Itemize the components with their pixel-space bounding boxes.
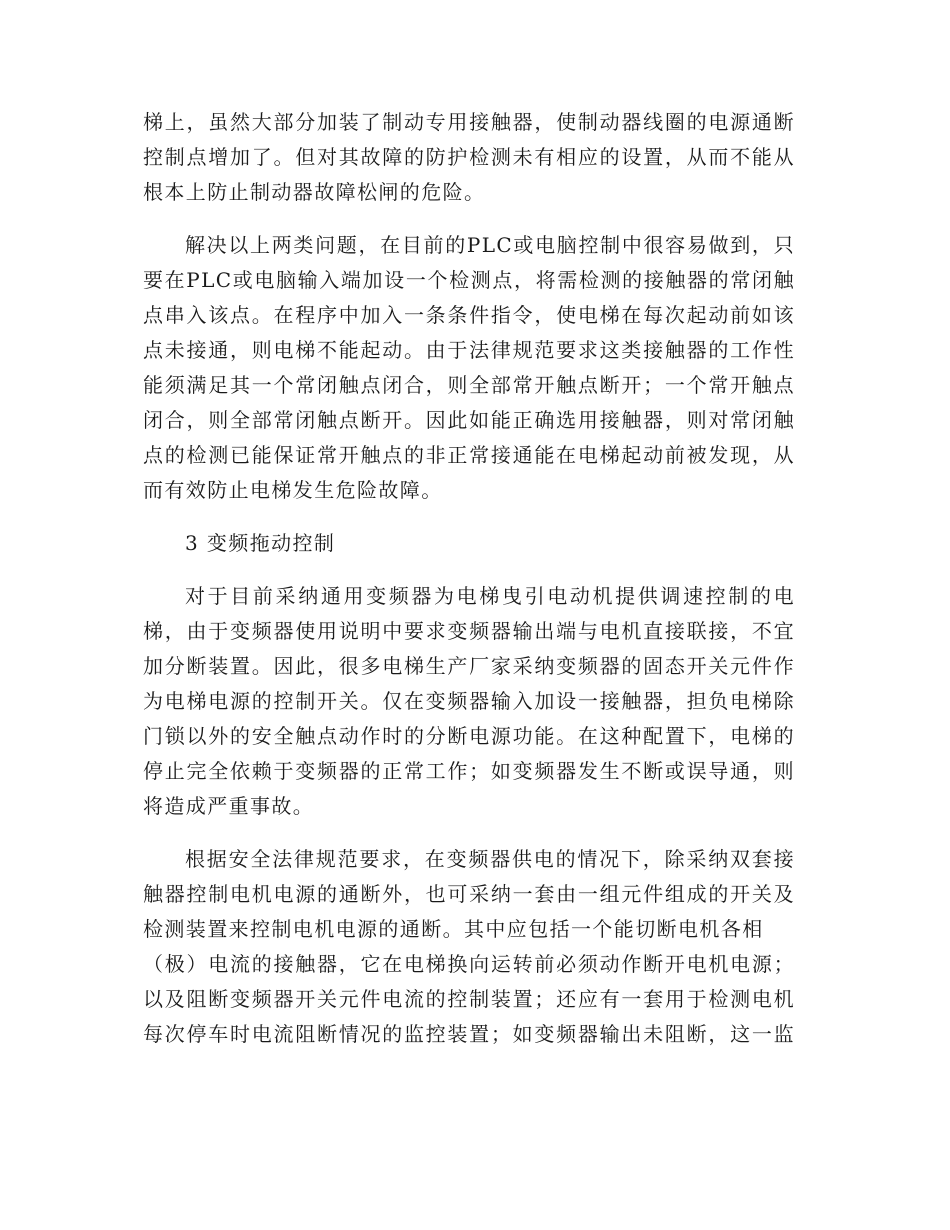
text-line: 梯，由于变频器使用说明中要求变频器输出端与电机直接联接，不宜 <box>143 619 795 643</box>
text-line: 停止完全依赖于变频器的正常工作；如变频器发生不断或误导通，则 <box>143 759 795 783</box>
text-line: 要在PLC或电脑输入端加设一个检测点，将需检测的接触器的常闭触 <box>143 268 795 292</box>
text-line: 将造成严重事故。 <box>143 794 315 818</box>
text-line: 点的检测已能保证常开触点的非正常接通能在电梯起动前被发现，从 <box>143 443 795 467</box>
text-line: 触器控制电机电源的通断外，也可采纳一套由一组元件组成的开关及 <box>143 882 795 906</box>
text-line: 解决以上两类问题，在目前的PLC或电脑控制中很容易做到，只 <box>185 233 795 257</box>
text-line: 控制点增加了。但对其故障的防护检测未有相应的设置，从而不能从 <box>143 145 795 169</box>
paragraph-brake-contactor <box>143 105 795 210</box>
text-line: 而有效防止电梯发生危险故障。 <box>143 478 443 502</box>
text-line: 能须满足其一个常闭触点闭合，则全部常开触点断开；一个常开触点 <box>143 373 795 397</box>
section-heading: 3 变频拖动控制 <box>185 531 336 555</box>
paragraph-safety-requirements <box>143 842 795 1052</box>
text-line: 检测装置来控制电机电源的通断。其中应包括一个能切断电机各相 <box>143 917 764 941</box>
paragraph-plc-detection <box>143 228 795 508</box>
text-line: 加分断装置。因此，很多电梯生产厂家采纳变频器的固态开关元件作 <box>143 654 795 678</box>
text-line: 点串入该点。在程序中加入一条条件指令，使电梯在每次起动前如该 <box>143 303 795 327</box>
text-line: 以及阻断变频器开关元件电流的控制装置；还应有一套用于检测电机 <box>143 987 795 1011</box>
text-line: 闭合，则全部常闭触点断开。因此如能正确选用接触器，则对常闭触 <box>143 408 795 432</box>
paragraph-inverter-usage <box>143 579 795 824</box>
text-line: 根据安全法律规范要求，在变频器供电的情况下，除采纳双套接 <box>185 847 795 871</box>
text-line: 对于目前采纳通用变频器为电梯曳引电动机提供调速控制的电 <box>185 584 795 608</box>
document-body <box>143 105 795 1070</box>
text-line: 每次停车时电流阻断情况的监控装置；如变频器输出未阻断，这一监 <box>143 1022 795 1046</box>
text-line: 梯上，虽然大部分加装了制动专用接触器，使制动器线圈的电源通断 <box>143 110 795 134</box>
text-line: 根本上防止制动器故障松闸的危险。 <box>143 180 486 204</box>
text-line: 点未接通，则电梯不能起动。由于法律规范要求这类接触器的工作性 <box>143 338 795 362</box>
text-line: （极）电流的接触器，它在电梯换向运转前必须动作断开电机电源； <box>143 952 795 976</box>
text-line: 为电梯电源的控制开关。仅在变频器输入加设一接触器，担负电梯除 <box>143 689 795 713</box>
text-line: 门锁以外的安全触点动作时的分断电源功能。在这种配置下，电梯的 <box>143 724 795 748</box>
